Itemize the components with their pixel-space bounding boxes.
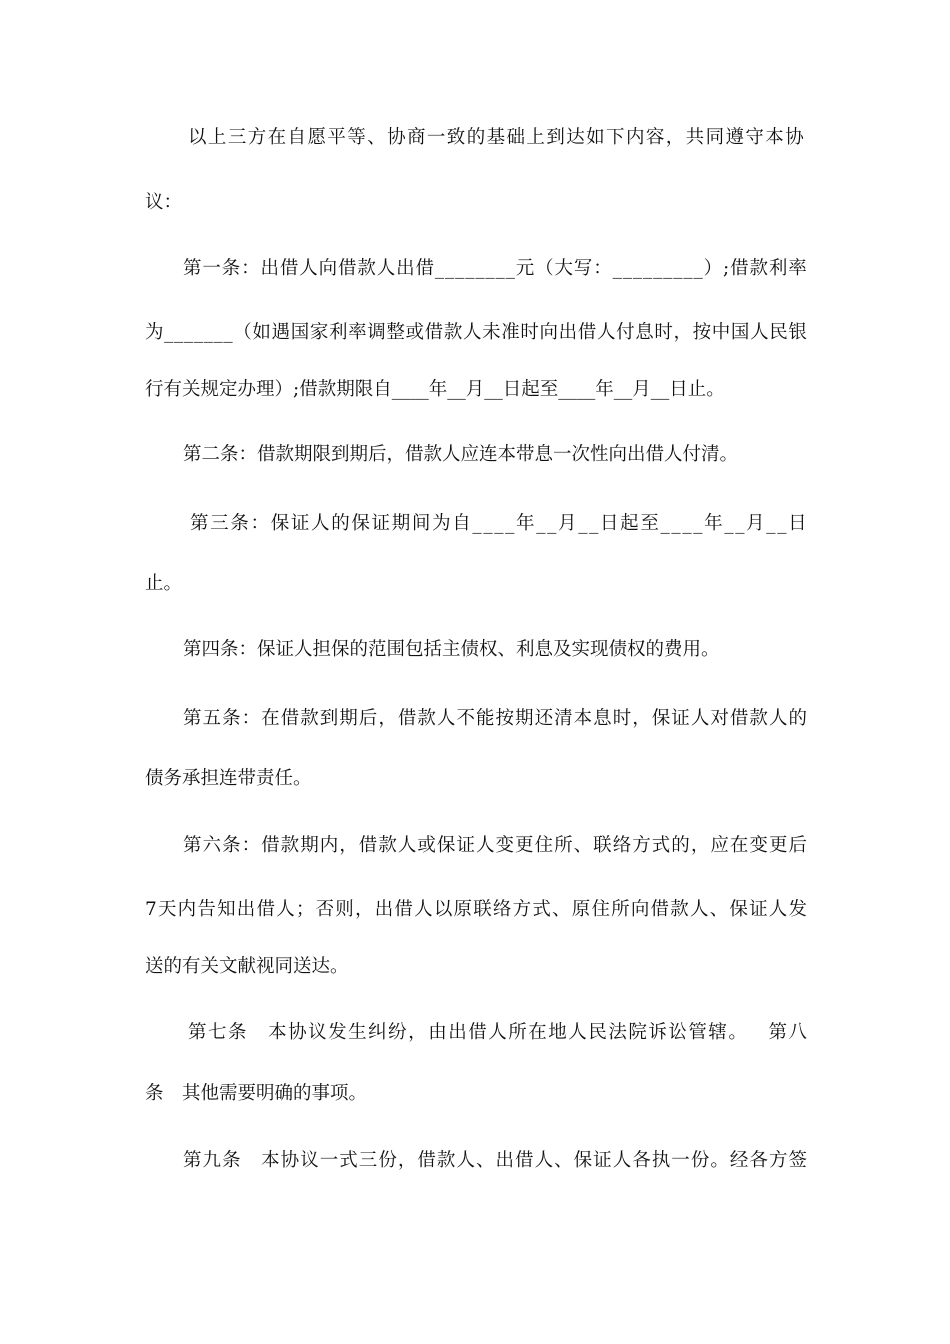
- paragraph-intro-line-1: 以 上 三 方 在 自 愿 平 等 、 协 商 一 致 的 基 础 上 到 达 如 下 内 容 ， 共 同 遵 守 本 协: [188, 127, 804, 148]
- article-5-line-2: 债务承担连带责任。: [145, 768, 312, 789]
- article-1-line-1: 第 一 条 ： 出 借 人 向 借 款 人 出 借 _ _ _ _ _ _ _ _ 元 （ 大 写 ： _ _ _ _ _ _ _ _ _ ） ; 借 款 利 率: [183, 258, 807, 279]
- article-6-line-3: 送的有关文献视同送达。: [145, 956, 349, 977]
- article-4-line-1: 第四条：保证人担保的范围包括主债权、利息及实现债权的费用。: [183, 639, 720, 660]
- article-3-line-1: 第 三 条 ： 保 证 人 的 保 证 期 间 为 自 _ _ _ _ 年 _ _ 月 _ _ 日 起 至 _ _ _ _ 年 _ _ 月 _ _ 日: [190, 513, 807, 534]
- article-7-8-line-1: 第 七 条 本 协 议 发 生 纠 纷 ， 由 出 借 人 所 在 地 人 民 法 院 诉 讼 管 辖 。 第 八: [188, 1022, 807, 1043]
- article-1-line-3: 行有关规定办理）;借款期限自____年__月__日起至____年__月__日止。: [145, 379, 725, 400]
- article-8-line-2: 条 其他需要明确的事项。: [145, 1083, 368, 1104]
- article-3-line-2: 止。: [145, 573, 183, 594]
- article-2-line-1: 第二条：借款期限到期后，借款人应连本带息一次性向出借人付清。: [183, 444, 739, 465]
- article-6-line-1: 第 六 条 ： 借 款 期 内 ， 借 款 人 或 保 证 人 变 更 住 所 、 联 络 方 式 的 ， 应 在 变 更 后: [183, 835, 807, 856]
- article-1-line-2: 为 _ _ _ _ _ _ _ （ 如 遇 国 家 利 率 调 整 或 借 款 人 未 准 时 向 出 借 人 付 息 时 ， 按 中 国 人 民 银: [145, 322, 807, 343]
- article-5-line-1: 第 五 条 ： 在 借 款 到 期 后 ， 借 款 人 不 能 按 期 还 清 本 息 时 ， 保 证 人 对 借 款 人 的: [183, 708, 807, 729]
- article-9-line-1: 第 九 条 本 协 议 一 式 三 份 ， 借 款 人 、 出 借 人 、 保 证 人 各 执 一 份 。 经 各 方 签: [183, 1150, 807, 1171]
- article-6-line-2: 7 天 内 告 知 出 借 人 ； 否 则 ， 出 借 人 以 原 联 络 方 式 、 原 住 所 向 借 款 人 、 保 证 人 发: [145, 899, 807, 920]
- paragraph-intro-line-2: 议：: [145, 192, 183, 213]
